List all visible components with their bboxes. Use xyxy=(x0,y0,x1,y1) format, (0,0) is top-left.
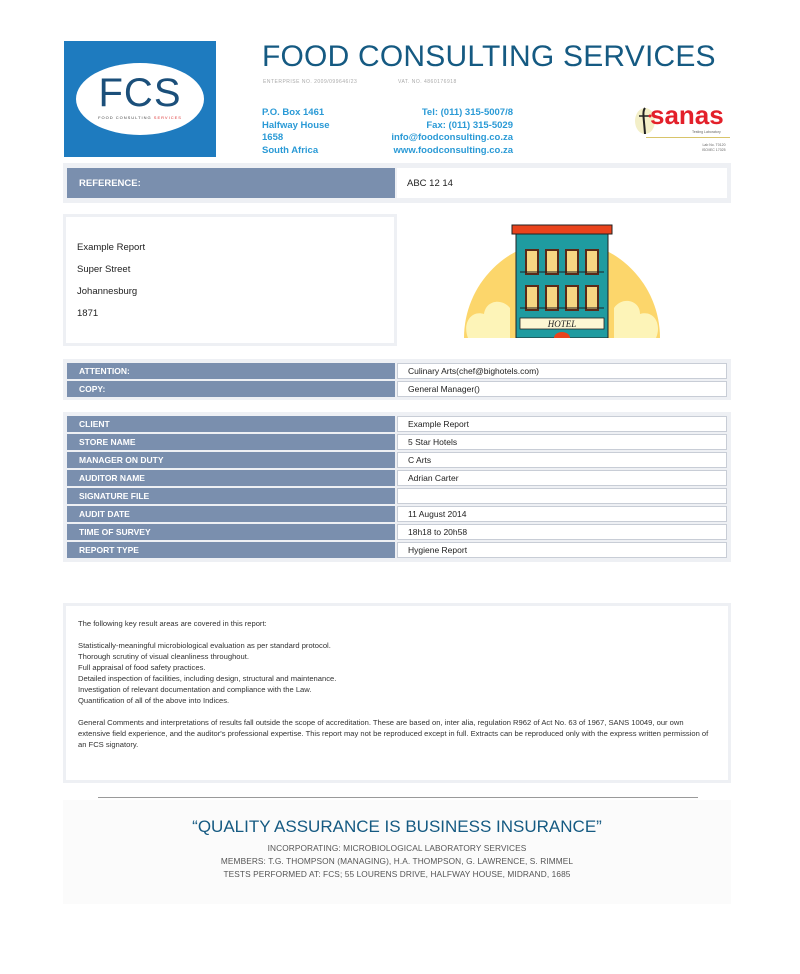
company-name: FOOD CONSULTING SERVICES xyxy=(262,40,716,73)
manager-label: MANAGER ON DUTY xyxy=(67,452,395,468)
client-value: Example Report xyxy=(397,416,727,432)
enterprise-number: ENTERPRISE NO. 2009/099646/23 xyxy=(263,79,358,85)
attention-label: ATTENTION: xyxy=(67,363,395,379)
key-area-item: Investigation of relevant documentation and compliance with the Law. xyxy=(78,685,312,694)
fcs-logo xyxy=(64,41,216,157)
attention-value: Culinary Arts(chef@bighotels.com) xyxy=(397,363,727,379)
recipient-line: Johannesburg xyxy=(77,286,138,297)
footer-line: INCORPORATING: MICROBIOLOGICAL LABORATORY SERVICES xyxy=(267,843,527,853)
signature-label: SIGNATURE FILE xyxy=(67,488,395,504)
logo-subtitle-accent: SERVICES xyxy=(153,115,182,120)
divider xyxy=(646,137,730,138)
audit-date-label: AUDIT DATE xyxy=(67,506,395,522)
key-area-item: Quantification of all of the above into Indices. xyxy=(78,696,230,705)
store-name-label: STORE NAME xyxy=(67,434,395,450)
key-area-item: Statistically-meaningful microbiological evaluation as per standard protocol. xyxy=(78,641,331,650)
sanas-lab-info xyxy=(702,143,726,153)
report-type-value: Hygiene Report xyxy=(397,542,727,558)
email-link[interactable]: info@foodconsulting.co.za xyxy=(391,132,513,143)
address-line: South Africa xyxy=(262,144,319,156)
intro-lead: The following key result areas are covered in this report: xyxy=(78,619,267,628)
address-line: Halfway House xyxy=(262,119,330,131)
website-link[interactable]: www.foodconsulting.co.za xyxy=(393,144,513,156)
auditor-label: AUDITOR NAME xyxy=(67,470,395,486)
key-area-item: Full appraisal of food safety practices. xyxy=(78,663,206,672)
sanas-wordmark: sanas xyxy=(650,100,724,130)
slogan: “QUALITY ASSURANCE IS BUSINESS INSURANCE” xyxy=(192,817,602,836)
recipient-line: Super Street xyxy=(77,264,131,275)
key-area-item: Thorough scrutiny of visual cleanliness throughout. xyxy=(78,652,249,661)
vat-number: VAT. NO. 4860176918 xyxy=(398,79,457,85)
hotel-sign: HOTEL xyxy=(547,319,577,329)
logo-subtitle xyxy=(76,115,204,120)
sanas-logo xyxy=(632,100,732,160)
sanas-tagline: Testing Laboratory xyxy=(692,130,721,134)
footer-line: MEMBERS: T.G. THOMPSON (MANAGING), H.A. THOMPSON, G. LAWRENCE, S. RIMMEL xyxy=(220,856,574,866)
certification: ISO/IEC 17025 xyxy=(702,148,726,152)
copy-label: COPY: xyxy=(67,381,395,397)
reference-value: ABC 12 14 xyxy=(397,168,727,198)
survey-time-label: TIME OF SURVEY xyxy=(67,524,395,540)
lab-number: Lab No. T0120 xyxy=(702,143,726,147)
company-address xyxy=(262,107,330,157)
intro-text xyxy=(66,606,728,780)
key-area-item: Detailed inspection of facilities, including design, structural and maintenance. xyxy=(78,674,337,683)
report-type-label: REPORT TYPE xyxy=(67,542,395,558)
auditor-value: Adrian Carter xyxy=(397,470,727,486)
address-line: 1658 xyxy=(262,132,284,143)
audit-date-value: 11 August 2014 xyxy=(397,506,727,522)
survey-time-value: 18h18 to 20h58 xyxy=(397,524,727,540)
hotel-illustration-icon xyxy=(462,222,662,338)
logo-text: FCS xyxy=(98,71,182,115)
store-name-value: 5 Star Hotels xyxy=(397,434,727,450)
logo-oval xyxy=(76,63,204,135)
footer-divider xyxy=(98,797,698,798)
copy-value: General Manager() xyxy=(397,381,727,397)
address-line: P.O. Box 1461 xyxy=(262,107,325,118)
footer-line: TESTS PERFORMED AT: FCS; 55 LOURENS DRIVE, HALFWAY HOUSE, MIDRAND, 1685 xyxy=(223,869,571,879)
phone: Tel: (011) 315-5007/8 xyxy=(421,107,513,118)
manager-value: C Arts xyxy=(397,452,727,468)
fax: Fax: (011) 315-5029 xyxy=(426,119,513,131)
company-contact xyxy=(380,107,513,157)
recipient-address xyxy=(66,217,394,343)
signature-value xyxy=(397,488,727,504)
client-label: CLIENT xyxy=(67,416,395,432)
recipient-line: 1871 xyxy=(77,308,99,319)
disclaimer: General Comments and interpretations of results fall outside the scope of accreditation. These are based on, inter alia, regulation R962 of Act No. 63 of 1967, SANS 10049, our own extensive field experience, and the auditor's professional expertise. This report may not be reproduced except in full. Extracts can be reproduced only with the express written permission of an FCS signatory. xyxy=(78,718,709,749)
logo-subtitle-main: FOOD CONSULTING xyxy=(98,115,154,120)
recipient-line: Example Report xyxy=(77,242,146,253)
reference-label: REFERENCE: xyxy=(67,168,395,198)
